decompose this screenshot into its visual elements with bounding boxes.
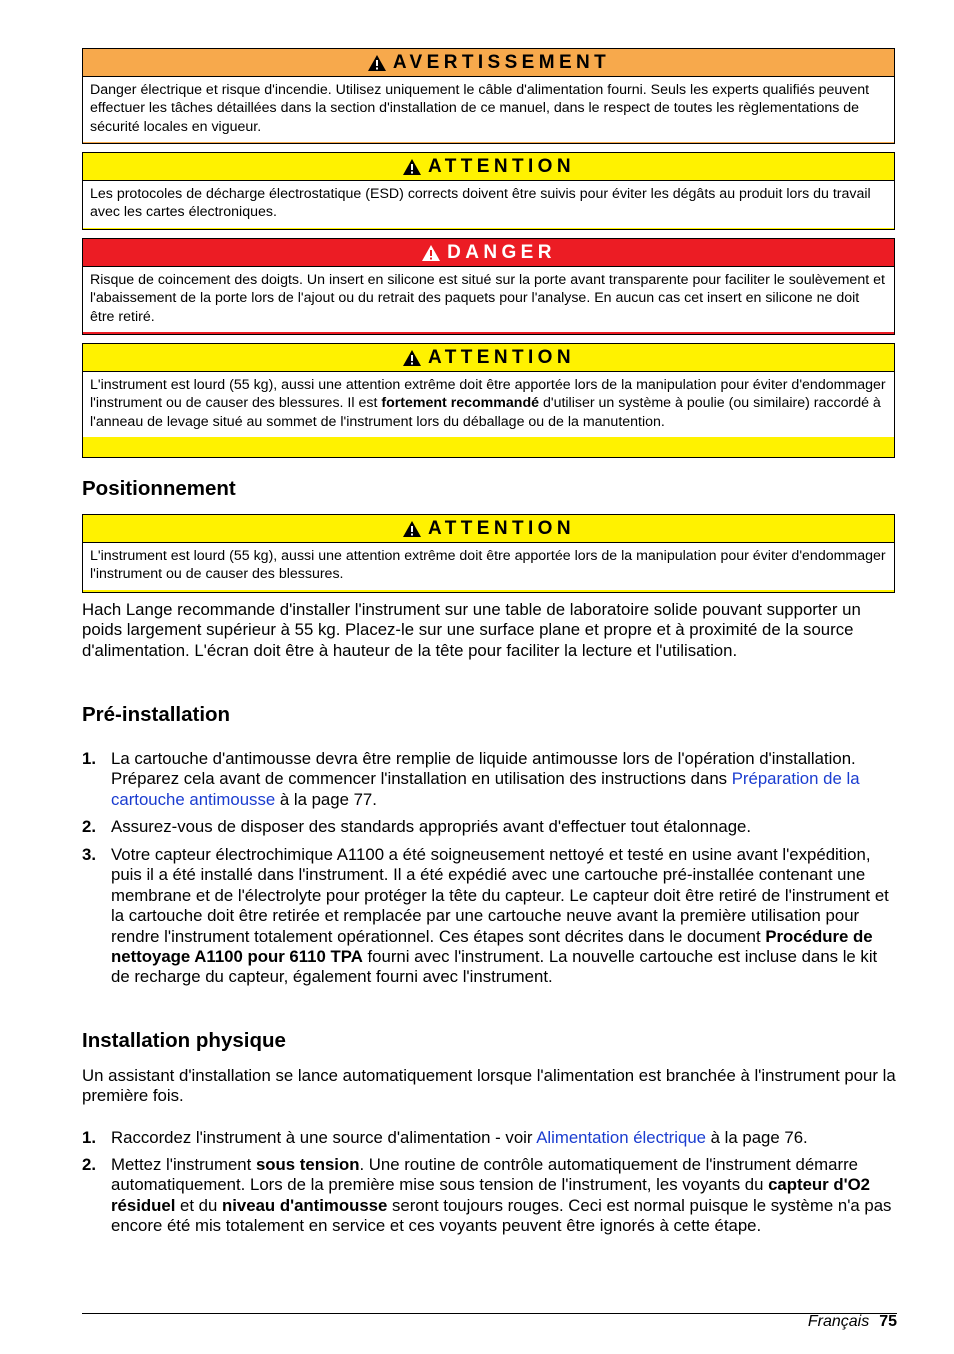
warning-icon (402, 520, 422, 538)
footer-divider (82, 1313, 897, 1314)
danger-box (82, 238, 895, 335)
bold-text: Procédure de nettoyage A1100 pour 6110 TPA (111, 926, 873, 967)
page-number: 75 (879, 1313, 897, 1330)
text-run: Raccordez l'instrument à une source d'alimentation - voir (111, 1128, 537, 1147)
bold-text: capteur d'O2 résiduel (111, 1175, 870, 1215)
text-run: La cartouche d'antimousse devra être remplie de liquide antimousse lors de l'opération d'installation. Préparez cela avant de commencer l'installation en utilisation des instructions dans (111, 749, 856, 789)
warning-icon (402, 349, 422, 367)
list-number: 3. (82, 845, 96, 864)
warning-icon (402, 158, 422, 176)
text-run: L'instrument est lourd (55 kg), aussi une attention extrême doit être apportée lors de la manipulation pour éviter d'endommager l'instrument ou de causer des blessures. Il est (90, 377, 886, 412)
text-run: d'utiliser un système à poulie (ou similaire) raccordé à l'anneau de levage situé au sommet de l'instrument lors du déballage ou de la manutention. (90, 395, 881, 430)
list-number: 1. (82, 1128, 96, 1147)
caution-text (83, 372, 894, 437)
warning-text: Danger électrique et risque d'incendie. Utilisez uniquement le câble d'alimentation fourni. Seuls les experts qualifiés peuvent effectuer les tâches détaillées dans la section d'installation de ce manuel, dans le respect de toutes les règlementations de sécurité locales en vigueur. (83, 77, 894, 142)
list-item (82, 749, 897, 810)
warning-icon (367, 54, 387, 72)
warning-box-avertissement (82, 48, 895, 144)
page-footer (808, 1313, 897, 1331)
positionnement-paragraph: Hach Lange recommande d'installer l'instrument sur une table de laboratoire solide pouvant supporter un poids largement supérieur à 55 kg. Placez-le sur une surface plane et propre et à proximité de la source d'alimentation. L'écran doit être à hauteur de la tête pour faciliter la lecture et l'utilisation. (82, 600, 861, 660)
text-run: seront toujours rouges. Ceci est normal puisque le système n'a pas encore été mis totalement en service et ces voyants peuvent être ignorés à cette étape. (111, 1195, 892, 1236)
text-run: Assurez-vous de disposer des standards appropriés avant d'effectuer tout étalonnage. (111, 817, 752, 836)
caution-box-esd (82, 152, 895, 230)
section-heading-preinstallation: Pré-installation (82, 703, 231, 726)
link-alimentation-electrique[interactable]: Alimentation électrique (536, 1128, 706, 1147)
warning-icon (421, 244, 441, 262)
footer-language: Français (807, 1313, 870, 1330)
warning-title: AVERTISSEMENT (392, 51, 611, 73)
warning-header (83, 49, 894, 77)
text-run: fourni avec l'instrument. La nouvelle cartouche est incluse dans le kit de recharge du capteur, également fourni avec l'instrument. (111, 947, 878, 987)
caution-header (83, 153, 894, 181)
list-item (82, 817, 897, 837)
caution-title: ATTENTION (428, 346, 575, 368)
caution-text: Les protocoles de décharge électrostatique (ESD) corrects doivent être suivis pour éviter les dégâts au produit lors du travail avec les cartes électroniques. (83, 181, 894, 228)
caution-box-weight (82, 343, 895, 458)
list-item (82, 1128, 897, 1148)
text-run: et du (175, 1195, 223, 1215)
text-run: . Une routine de contrôle automatiquement de l'instrument démarre automatiquement. Lors de la première mise sous tension de l'instrument, les voyants du (111, 1155, 858, 1195)
link-cartouche-antimousse[interactable]: Préparation de la cartouche antimousse (111, 769, 860, 809)
bold-text: niveau d'antimousse (222, 1195, 388, 1215)
section-heading-installation: Installation physique (82, 1029, 286, 1052)
installation-paragraph: Un assistant d'installation se lance automatiquement lorsque l'alimentation est branchée à l'instrument pour la première fois. (82, 1066, 896, 1106)
danger-text: Risque de coincement des doigts. Un insert en silicone est situé sur la porte avant transparente pour faciliter le soulèvement et l'abaissement de la porte lors de l'ajout ou du retrait des paquets pour l'analyse. En aucun cas cet insert en silicone ne doit être retiré. (83, 267, 894, 332)
list-number: 2. (82, 817, 96, 836)
list-number: 1. (82, 749, 96, 768)
list-item (82, 845, 897, 988)
caution-text: L'instrument est lourd (55 kg), aussi une attention extrême doit être apportée lors de la manipulation pour éviter d'endommager l'instrument ou de causer des blessures. (83, 543, 894, 590)
bold-text: sous tension (255, 1155, 360, 1174)
caution-box-position (82, 514, 895, 593)
list-item (82, 1155, 897, 1237)
text-run: Mettez l'instrument (111, 1155, 256, 1174)
text-run: à la page 77. (275, 789, 377, 809)
caution-header (83, 344, 894, 372)
danger-header (83, 239, 894, 267)
text-run: Votre capteur électrochimique A1100 a été soigneusement nettoyé et testé en usine avant l'expédition, puis il a été installé dans l'instrument. Il a été expédié avec une cartouche pré-installée contenant une membrane et de l'électrolyte pour protéger la tête du capteur. Le capteur doit être retiré de l'instrument et la cartouche doit être retirée et remplacée par une cartouche neuve avant la première utilisation pour rendre l'instrument totalement opérationnel. Ces étapes sont décrites dans le document (111, 845, 889, 946)
section-heading-positionnement: Positionnement (82, 477, 236, 500)
bold-text: fortement recommandé (381, 395, 540, 412)
caution-title: ATTENTION (428, 517, 575, 539)
caution-header (83, 515, 894, 543)
text-run: à la page 76. (706, 1128, 808, 1147)
caution-title: ATTENTION (428, 155, 575, 177)
danger-title: DANGER (447, 241, 556, 263)
list-number: 2. (82, 1155, 96, 1174)
